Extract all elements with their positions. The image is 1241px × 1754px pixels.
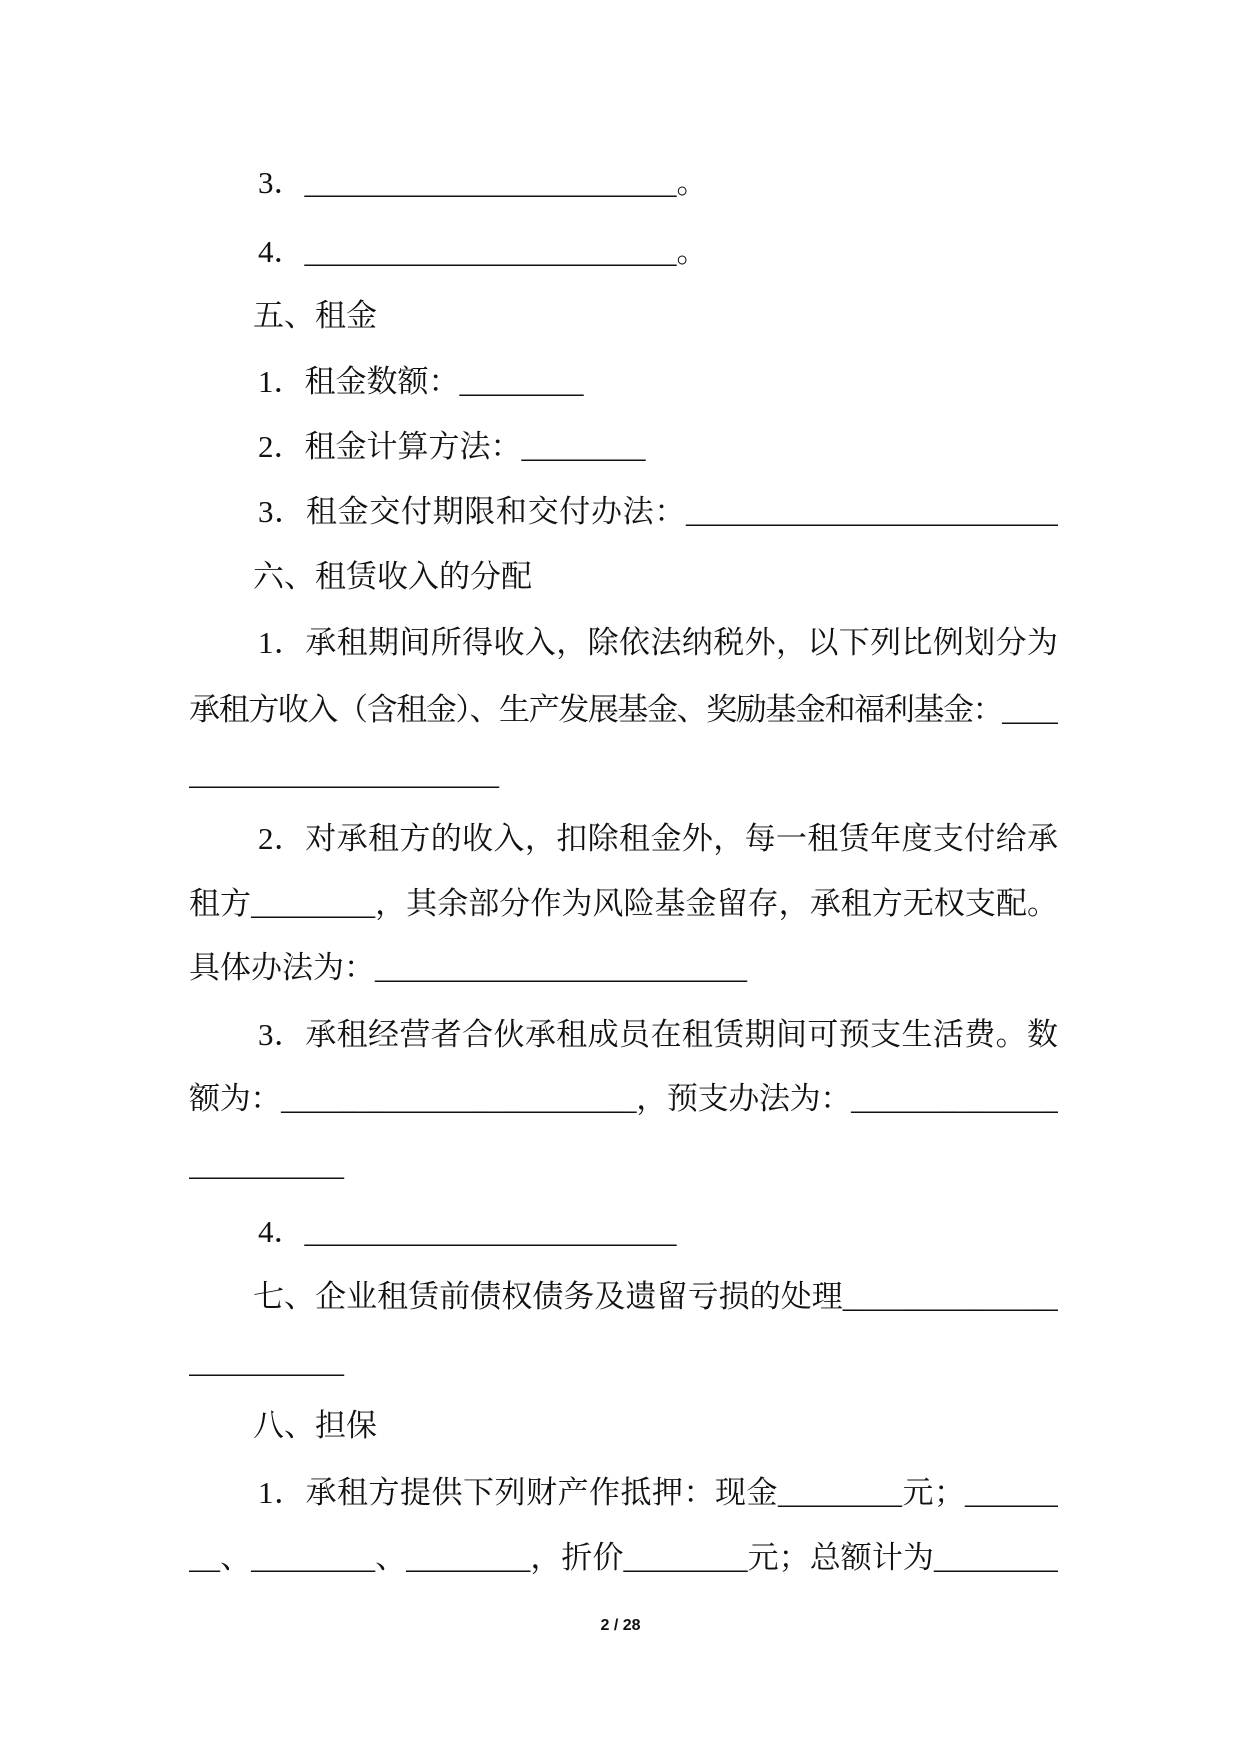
rent-amount-item: 1．租金数额：________: [258, 364, 584, 399]
guarantee-item-1-line-2: __、________、________，折价________元；总额计为________: [189, 1540, 1058, 1575]
clause-item-4-blank: 4．________________________。: [258, 234, 708, 269]
income-item-1-line-2: 承租方收入（含租金）、生产发展基金、奖励基金和福利基金：____: [189, 692, 1058, 727]
section-5-heading: 五、租金: [253, 298, 377, 333]
income-item-2-line-3: 具体办法为：________________________: [189, 950, 747, 985]
income-item-4-line-1: 4．________________________: [258, 1214, 677, 1249]
income-item-1-line-3: ____________________: [189, 756, 499, 791]
section-7-heading-line-1: 七、企业租赁前债权债务及遗留亏损的处理______________: [253, 1279, 1058, 1314]
income-item-3-line-2: 额为：________________________，预支办法为：______________: [189, 1081, 1058, 1116]
income-item-2-line-2: 租方________，其余部分作为风险基金留存，承租方无权支配。: [189, 886, 1058, 921]
section-6-heading: 六、租赁收入的分配: [253, 559, 532, 594]
section-7-heading-line-2: __________: [189, 1344, 344, 1379]
income-item-3-line-3: __________: [189, 1147, 344, 1182]
guarantee-item-1-line-1: 1．承租方提供下列财产作抵押：现金________元；______: [258, 1475, 1058, 1510]
rent-calculation-item: 2．租金计算方法：________: [258, 429, 646, 464]
income-item-2-line-1: 2．对承租方的收入，扣除租金外，每一租赁年度支付给承: [258, 821, 1058, 856]
rent-payment-terms-item: 3．租金交付期限和交付办法：________________________: [258, 494, 1058, 529]
clause-item-3-blank: 3．________________________。: [258, 165, 708, 200]
income-item-1-line-1: 1．承租期间所得收入，除依法纳税外，以下列比例划分为: [258, 625, 1058, 660]
page-number: 2 / 28: [600, 1617, 641, 1634]
section-8-heading: 八、担保: [253, 1408, 377, 1443]
income-item-3-line-1: 3．承租经营者合伙承租成员在租赁期间可预支生活费。数: [258, 1017, 1058, 1052]
